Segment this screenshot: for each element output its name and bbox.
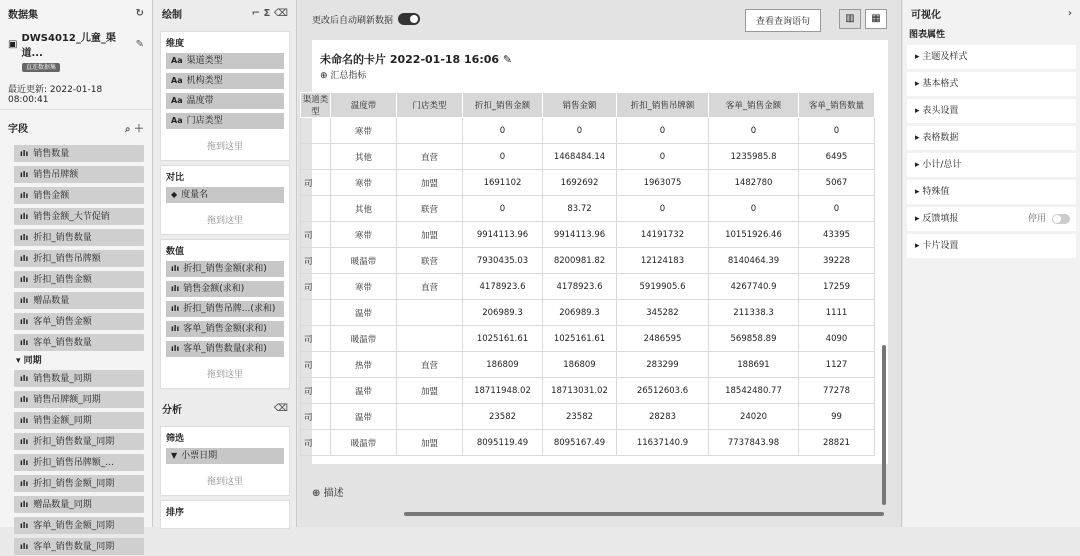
measure-icon: ılı [20,254,29,263]
filters-chip[interactable] [166,448,284,464]
property-section[interactable] [907,207,1076,231]
draw-title: 绘制 [162,10,182,21]
table-cell: 0 [617,118,709,144]
table-cell: 1025161.61 [543,326,617,352]
field-item[interactable] [14,370,144,387]
table-cell: 28283 [617,404,709,430]
nums-chip[interactable] [166,341,284,357]
table-row [301,170,875,196]
table-cell: 8140464.39 [709,248,799,274]
table-cell: 0 [799,118,875,144]
field-item[interactable] [14,433,144,450]
measure-icon: ılı [20,416,29,425]
field-item[interactable] [14,229,144,246]
table-header[interactable]: 客单_销售数量 [799,93,875,118]
field-label: 销售吊牌额_同期 [33,395,101,405]
table-cell [397,326,463,352]
table-cell: 18542480.77 [709,378,799,404]
field-item[interactable] [14,412,144,429]
property-label: 反馈填报 [922,214,959,224]
field-label: 折扣_销售金额 [33,275,92,285]
filter-icon: ▼ [171,451,178,460]
field-label: 折扣_销售吊牌额 [33,254,101,264]
text-type-icon: Aa [171,116,183,125]
contrast-label: 对比 [166,173,185,183]
contrast-chip-label: 度量名 [181,190,209,200]
measure-icon: ılı [20,338,29,347]
table-cell: 186809 [463,352,543,378]
vertical-scrollbar[interactable] [882,345,886,505]
field-label: 客单_销售数量_同期 [33,542,115,552]
table-cell: 温带 [331,404,397,430]
property-label: 基本格式 [922,79,959,89]
table-cell: 11637140.9 [617,430,709,456]
clear-icon[interactable]: ⌫ [273,403,288,414]
field-item[interactable] [14,166,144,183]
table-cell: 直营 [397,274,463,300]
edit-icon[interactable]: ✎ [135,38,144,50]
dims-chip[interactable] [166,113,284,129]
field-item[interactable] [14,538,144,555]
sort-box [160,500,290,529]
measure-icon: ılı [20,170,29,179]
field-label: 销售数量 [33,149,70,159]
table-row [301,274,875,300]
field-label: 折扣_销售吊牌额_... [33,458,114,468]
measure-icon: ılı [171,344,180,353]
table-cell: 23582 [463,404,543,430]
measure-icon: ılı [20,395,29,404]
field-item[interactable] [14,292,144,309]
group-label: 同期 [23,356,42,366]
nums-chip-label: 折扣_销售金额(求和) [183,264,267,274]
value-label: 数值 [166,247,185,257]
table-cell [397,118,463,144]
table-cell: 加盟 [397,378,463,404]
table-cell: 23582 [543,404,617,430]
table-cell: 加盟 [397,222,463,248]
property-section[interactable] [907,99,1076,123]
table-cell [301,144,331,170]
measure-icon: ılı [20,296,29,305]
text-type-icon: Aa [171,96,183,105]
feedback-toggle[interactable] [1052,214,1070,224]
table-cell: 0 [543,118,617,144]
dataset-name[interactable]: DWS4012_儿童_渠道... [21,33,116,59]
caret-down-icon: ▾ [16,356,24,366]
measure-icon: ılı [20,233,29,242]
table-cell [301,300,331,326]
table-header[interactable]: 折扣_销售金额 [463,93,543,118]
table-cell: 0 [709,196,799,222]
table-row [301,378,875,404]
measure-icon: ılı [20,479,29,488]
dataset-panel [0,0,153,552]
table-cell: 0 [799,196,875,222]
table-cell: 9914113.96 [463,222,543,248]
table-header[interactable]: 门店类型 [397,93,463,118]
table-row [301,144,875,170]
caret-right-icon: ▸ [915,79,923,89]
dims-chip[interactable] [166,53,284,69]
nums-chip-label: 销售金额(求和) [183,284,245,294]
property-section[interactable] [907,234,1076,258]
group-header[interactable] [0,351,152,366]
table-header[interactable]: 折扣_销售吊牌额 [617,93,709,118]
nums-chip[interactable] [166,261,284,277]
table-cell: 2486595 [617,326,709,352]
table-header[interactable]: 销售金额 [543,93,617,118]
text-type-icon: Aa [171,56,183,65]
filter-drop-zone[interactable]: 拖到这里 [206,477,243,487]
table-cell: 联营 [397,196,463,222]
filter-label: 筛选 [166,434,185,444]
refresh-icon[interactable]: ↻ [135,8,144,19]
analysis-title: 分析 [162,405,182,416]
table-cell: 司 [301,326,331,352]
table-cell: 206989.3 [543,300,617,326]
measure-icon: ılı [20,191,29,200]
table-cell: 1691102 [463,170,543,196]
property-section[interactable] [907,153,1076,177]
filters-chip-label: 小票日期 [181,451,218,461]
table-cell: 1963075 [617,170,709,196]
dimension-label: 维度 [166,39,185,49]
value-drop-zone[interactable]: 拖到这里 [206,370,243,380]
field-label: 销售数量_同期 [33,374,92,384]
field-label: 折扣_销售数量_同期 [33,437,115,447]
table-cell: 1235985.8 [709,144,799,170]
table-cell [397,300,463,326]
horizontal-scrollbar[interactable] [404,512,884,516]
chevron-right-icon[interactable]: › [1067,8,1072,19]
table-header[interactable]: 温度带 [331,93,397,118]
measure-icon: ılı [20,374,29,383]
field-item[interactable] [14,250,144,267]
table-cell: 1482780 [709,170,799,196]
table-cell: 司 [301,248,331,274]
dims-chip-label: 温度带 [186,96,214,106]
table-row [301,352,875,378]
table-cell: 加盟 [397,170,463,196]
field-item[interactable] [14,208,144,225]
table-cell: 5067 [799,170,875,196]
property-section[interactable] [907,72,1076,96]
tag-icon: ◆ [171,190,178,199]
auto-refresh-label: 更改后自动刷新数据 [312,15,394,26]
table-cell: 4267740.9 [709,274,799,300]
property-section[interactable] [907,45,1076,69]
nums-chip-label: 客单_销售数量(求和) [183,344,267,354]
edit-title-icon[interactable]: ✎ [502,53,513,66]
table-cell: 司 [301,222,331,248]
table-cell: 83.72 [543,196,617,222]
table-cell: 寒带 [331,274,397,300]
field-label: 客单_销售金额_同期 [33,521,115,531]
field-label: 客单_销售数量 [33,338,92,348]
table-cell: 4178923.6 [543,274,617,300]
field-label: 赠品数量_同期 [33,500,92,510]
table-cell: 18711948.02 [463,378,543,404]
dims-chip-label: 门店类型 [186,116,223,126]
contrast-drop-zone[interactable]: 拖到这里 [206,216,243,226]
data-table [300,92,875,456]
table-cell: 寒带 [331,170,397,196]
table-cell: 206989.3 [463,300,543,326]
table-cell: 12124183 [617,248,709,274]
table-cell: 司 [301,378,331,404]
dims-chip-label: 渠道类型 [186,56,223,66]
table-cell: 14191732 [617,222,709,248]
property-label: 主题及样式 [922,52,968,62]
measure-icon: ılı [20,458,29,467]
table-cell: 18713031.02 [543,378,617,404]
measure-icon: ılı [20,275,29,284]
nums-chip[interactable] [166,321,284,337]
table-cell: 加盟 [397,430,463,456]
measure-icon: ılı [20,500,29,509]
table-cell: 99 [799,404,875,430]
property-label: 表头设置 [922,106,959,116]
draw-panel [154,0,297,527]
main-area [298,0,902,527]
caret-right-icon: ▸ [915,214,923,224]
property-section[interactable] [907,180,1076,204]
dimension-drop-zone[interactable]: 拖到这里 [206,142,243,152]
measure-icon: ılı [171,264,180,273]
search-icon[interactable]: ⌕ [124,124,131,135]
view-query-button[interactable]: 查看查询语句 [745,9,821,32]
dims-chip[interactable] [166,73,284,89]
table-header[interactable]: 渠道类型 [301,93,331,118]
table-cell: 5919905.6 [617,274,709,300]
add-icon[interactable]: ⊕ [312,488,321,499]
table-cell: 1025161.61 [463,326,543,352]
table-cell: 77278 [799,378,875,404]
property-label: 卡片设置 [922,241,959,251]
nums-chip-label: 客单_销售金额(求和) [183,324,267,334]
value-box [160,239,290,389]
table-cell: 28821 [799,430,875,456]
field-list [0,145,152,555]
table-view-icon[interactable]: ▦ [865,9,887,29]
dataset-tag: 直连数据集 [22,63,60,72]
table-cell: 直营 [397,144,463,170]
field-label: 销售吊牌额 [33,170,79,180]
database-icon: ▣ [8,38,18,50]
table-cell: 联营 [397,248,463,274]
table-cell: 4090 [799,326,875,352]
field-item[interactable] [14,334,144,351]
table-cell: 暖温带 [331,430,397,456]
table-cell: 6495 [799,144,875,170]
table-cell: 0 [709,118,799,144]
table-cell [301,118,331,144]
field-label: 客单_销售金额 [33,317,92,327]
field-label: 销售金额_大节促销 [33,212,110,222]
table-cell: 其他 [331,196,397,222]
table-cell: 26512603.6 [617,378,709,404]
property-section[interactable] [907,126,1076,150]
table-cell: 1692692 [543,170,617,196]
field-item[interactable] [14,187,144,204]
card [302,40,888,464]
table-cell: 283299 [617,352,709,378]
table-cell: 寒带 [331,118,397,144]
table-cell: 7737843.98 [709,430,799,456]
nums-chip[interactable] [166,301,284,317]
table-cell: 9914113.96 [543,222,617,248]
table-cell: 司 [301,352,331,378]
dimension-box [160,31,290,161]
table-cell: 1127 [799,352,875,378]
field-label: 折扣_销售金额_同期 [33,479,115,489]
table-cell: 8095119.49 [463,430,543,456]
table-cell: 39228 [799,248,875,274]
table-cell: 0 [463,196,543,222]
caret-right-icon: ▸ [915,160,923,170]
nums-chip-label: 折扣_销售吊牌...(求和) [183,304,276,314]
chart-view-icon[interactable]: ▥ [839,9,861,29]
dims-chip-label: 机构类型 [186,76,223,86]
table-cell: 8200981.82 [543,248,617,274]
chart-props-title: 图表属性 [909,30,946,40]
table-cell: 温带 [331,300,397,326]
measure-icon: ılı [20,521,29,530]
auto-refresh-toggle[interactable] [398,13,420,25]
measure-icon: ılı [20,542,29,551]
table-row [301,118,875,144]
table-cell: 7930435.03 [463,248,543,274]
table-cell: 188691 [709,352,799,378]
field-label: 折扣_销售数量 [33,233,92,243]
table-cell: 345282 [617,300,709,326]
fields-title: 字段 [8,124,28,135]
table-cell [301,196,331,222]
sort-label: 排序 [166,508,185,518]
field-item[interactable] [14,517,144,534]
field-item[interactable] [14,454,144,471]
table-row [301,404,875,430]
text-type-icon: Aa [171,76,183,85]
caret-right-icon: ▸ [915,133,923,143]
table-cell: 司 [301,170,331,196]
table-cell: 1468484.14 [543,144,617,170]
property-label: 小计/总计 [922,160,962,170]
table-cell: 0 [617,144,709,170]
table-cell: 其他 [331,144,397,170]
settings-icons[interactable]: ⌐ Σ ⌫ [251,8,288,19]
summary-label[interactable]: 汇总指标 [330,71,367,81]
table-row [301,196,875,222]
measure-icon: ılı [20,149,29,158]
field-item[interactable] [14,313,144,330]
table-cell: 24020 [709,404,799,430]
last-updated: 最近更新: 2022-01-18 08:00:41 [0,72,152,110]
table-cell: 热带 [331,352,397,378]
description-label[interactable]: 描述 [323,488,344,499]
add-icon[interactable]: ⊕ [320,71,328,81]
table-cell: 司 [301,274,331,300]
field-label: 销售金额_同期 [33,416,92,426]
caret-right-icon: ▸ [915,52,923,62]
table-row [301,300,875,326]
table-cell: 寒带 [331,222,397,248]
table-row [301,430,875,456]
table-cell: 10151926.46 [709,222,799,248]
measure-icon: ılı [171,284,180,293]
table-cell: 8095167.49 [543,430,617,456]
properties-panel [903,0,1080,527]
field-label: 赠品数量 [33,296,70,306]
table-cell: 0 [617,196,709,222]
table-cell: 0 [463,144,543,170]
field-item[interactable] [14,391,144,408]
table-cell: 暖温带 [331,326,397,352]
table-cell: 1111 [799,300,875,326]
table-row [301,326,875,352]
table-cell: 186809 [543,352,617,378]
field-item[interactable] [14,145,144,162]
caret-right-icon: ▸ [915,187,923,197]
table-cell: 司 [301,404,331,430]
table-cell: 直营 [397,352,463,378]
caret-right-icon: ▸ [915,106,923,116]
disabled-label: 停用 [1027,214,1046,224]
table-cell: 0 [463,118,543,144]
field-item[interactable] [14,496,144,513]
table-cell: 17259 [799,274,875,300]
table-row [301,222,875,248]
table-cell: 211338.3 [709,300,799,326]
caret-right-icon: ▸ [915,241,923,251]
measure-icon: ılı [171,324,180,333]
contrast-chip[interactable] [166,187,284,203]
property-label: 特殊值 [922,187,950,197]
field-label: 销售金额 [33,191,70,201]
table-cell: 暖温带 [331,248,397,274]
measure-icon: ılı [20,317,29,326]
table-header[interactable]: 客单_销售金额 [709,93,799,118]
measure-icon: ılı [20,212,29,221]
visualization-title: 可视化 [911,10,941,21]
measure-icon: ılı [20,437,29,446]
table-row [301,248,875,274]
table-cell [397,404,463,430]
field-item[interactable] [14,271,144,288]
nums-chip[interactable] [166,281,284,297]
dims-chip[interactable] [166,93,284,109]
dataset-title: 数据集 [8,10,38,21]
table-cell: 温带 [331,378,397,404]
add-icon[interactable]: ＋ [134,124,144,135]
contrast-box [160,165,290,235]
table-cell: 4178923.6 [463,274,543,300]
table-cell: 43395 [799,222,875,248]
property-label: 表格数据 [922,133,959,143]
field-item[interactable] [14,475,144,492]
filter-box [160,426,290,496]
table-cell: 569858.89 [709,326,799,352]
measure-icon: ılı [171,304,180,313]
table-cell: 司 [301,430,331,456]
card-title[interactable]: 未命名的卡片 2022-01-18 16:06 [320,53,500,66]
